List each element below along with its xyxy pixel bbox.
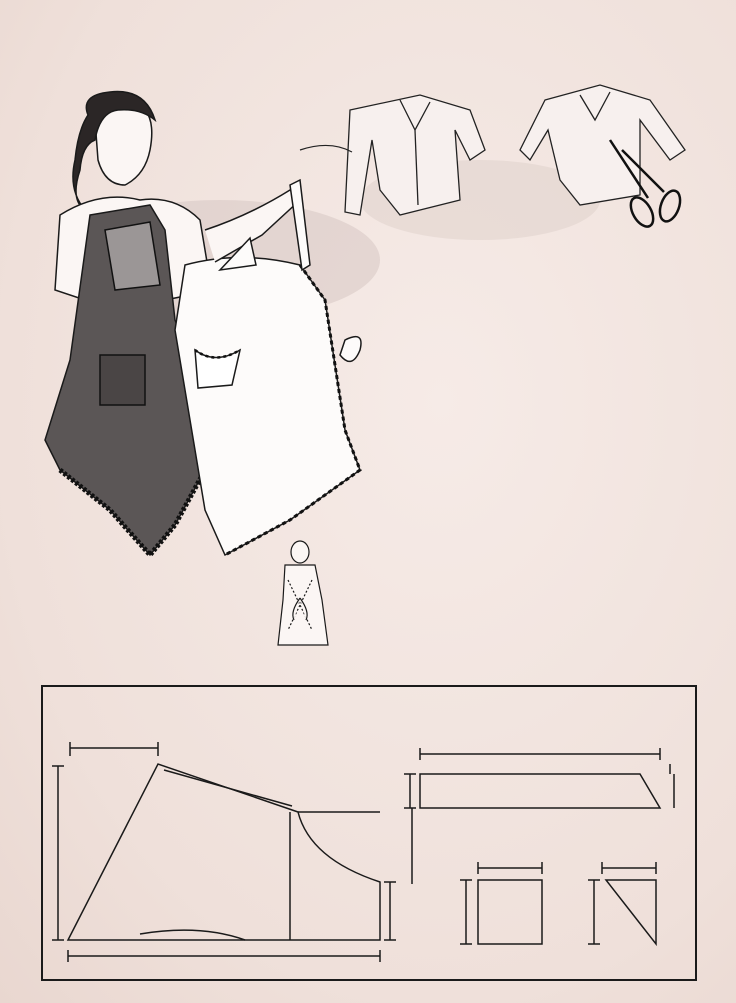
- apron-pattern-piece: [52, 742, 396, 962]
- woman-figure: [45, 92, 361, 555]
- ruler-frame: [42, 686, 696, 980]
- pattern-diagram: [40, 684, 700, 984]
- pocket-pattern-piece: [460, 862, 542, 944]
- back-view-figure: [278, 541, 328, 645]
- top-bib-pattern-piece: [588, 862, 656, 944]
- article-body: [393, 322, 701, 333]
- ties-pattern-piece: [404, 748, 674, 884]
